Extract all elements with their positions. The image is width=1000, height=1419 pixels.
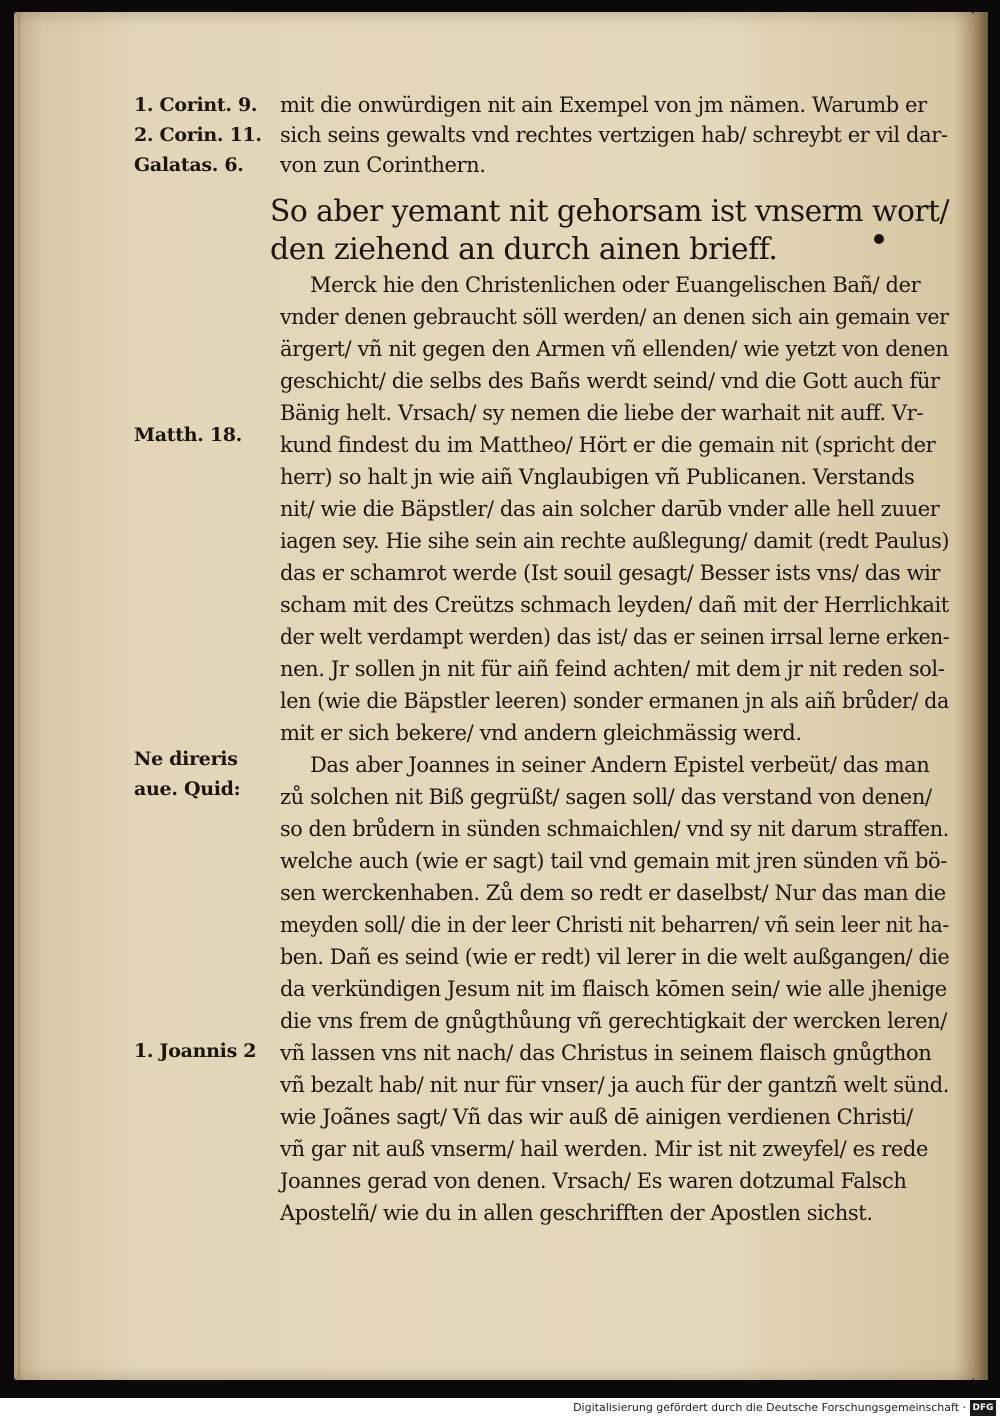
margin-note: Galatas. 6. [134,154,244,176]
text-line: geschicht/ die selbs des Bañs werdt seind/ vnd die Gott auch für [280,369,940,393]
text-line: mit er sich bekere/ vnd andern gleichmässig werd. [280,721,802,745]
footer-credit-text: Digitalisierung gefördert durch die Deutsche Forschungsgemeinschaft · [573,1401,966,1414]
text-line: da verkündigen Jesum nit im flaisch kōmen sein/ wie alle jhenige [280,977,947,1001]
margin-note: 1. Joannis 2 [134,1040,257,1062]
text-line: sich seins gewalts vnd rechtes vertzigen hab/ schreybt er vil dar- [280,123,948,147]
section-heading-line: den ziehend an durch ainen brieff. [270,232,778,267]
text-line: vñ bezalt hab/ nit nur für vnser/ ja auch für der gantzñ welt sünd. [280,1073,949,1097]
text-line: kund findest du im Mattheo/ Hört er die gemain nit (spricht der [280,433,936,457]
text-line: sen werckenhaben. Zů dem so redt er daselbst/ Nur das man die [280,881,946,905]
margin-note: aue. Quid: [134,778,241,800]
text-line: meyden soll/ die in der leer Christi nit beharren/ vñ sein leer nit ha- [280,913,949,937]
text-line: nit/ wie die Bäpstler/ das ain solcher darūb vnder alle hell zuuer [280,497,940,521]
dfg-logo-icon: DFG [970,1400,996,1416]
text-line: Apostelñ/ wie du in allen geschrifften der Apostlen sichst. [280,1201,873,1225]
text-line: iagen sey. Hie sihe sein ain rechte außlegung/ damit (redt Paulus) [280,529,950,553]
text-line: ärgert/ vñ nit gegen den Armen vñ ellenden/ wie yetzt von denen [280,337,949,361]
text-line: mit die onwürdigen nit ain Exempel von jm nämen. Warumb er [280,93,927,117]
text-line: Joannes gerad von denen. Vrsach/ Es waren dotzumal Falsch [280,1169,907,1193]
text-line: Bänig helt. Vrsach/ sy nemen die liebe der warhait nit auff. Vr- [280,401,924,425]
text-line: nen. Jr sollen jn nit für aiñ feind achten/ mit dem jr nit reden sol- [280,657,945,681]
text-line: vnder denen gebraucht söll werden/ an denen sich ain gemain ver [280,305,949,329]
text-line: die vns frem de gnůgthůung vñ gerechtigkait der wercken leren/ [280,1009,947,1033]
text-line: herr) so halt jn wie aiñ Vnglaubigen vñ Publicanen. Verstands [280,465,915,489]
margin-note: Matth. 18. [134,424,242,446]
margin-note: Ne direris [134,748,238,770]
text-line: Merck hie den Christenlichen oder Euangelischen Bañ/ der [310,273,921,297]
text-line: zů solchen nit Biß gegrüßt/ sagen soll/ das verstand von denen/ [280,785,932,809]
margin-note: 2. Corin. 11. [134,124,262,146]
section-heading-line: So aber yemant nit gehorsam ist vnserm wort/ [270,194,949,229]
text-line: der welt verdampt werden) das ist/ das er seinen irrsal lerne erken- [280,625,950,649]
bullet-mark [874,234,884,244]
text-line: len (wie die Bäpstler leeren) sonder ermanen jn als aiñ brůder/ da [280,689,949,713]
text-line: vñ lassen vns nit nach/ das Christus in seinem flaisch gnůgthon [280,1041,932,1065]
text-line: das er schamrot werde (Ist souil gesagt/ Besser ists vns/ das wir [280,561,941,585]
digitization-footer [0,1398,1000,1419]
book-page [14,12,974,1380]
text-line: scham mit des Creützs schmach leyden/ dañ mit der Herrlichkait [280,593,949,617]
page-text [14,12,974,1380]
text-line: so den brůdern in sünden schmaichlen/ vnd sy nit darum straffen. [280,817,949,841]
text-line: vñ gar nit auß vnserm/ hail werden. Mir ist nit zweyfel/ es rede [280,1137,928,1161]
text-line: welche auch (wie er sagt) tail vnd gemain mit jren sünden vñ bö- [280,849,947,873]
margin-note: 1. Corint. 9. [134,94,258,116]
text-line: von zun Corinthern. [280,153,486,177]
text-line: wie Joãnes sagt/ Vñ das wir auß dē ainigen verdienen Christi/ [280,1105,913,1129]
text-line: ben. Dañ es seind (wie er redt) vil lerer in die welt außgangen/ die [280,945,950,969]
page-edge [974,12,988,1380]
text-line: Das aber Joannes in seiner Andern Epistel verbeüt/ das man [310,753,930,777]
